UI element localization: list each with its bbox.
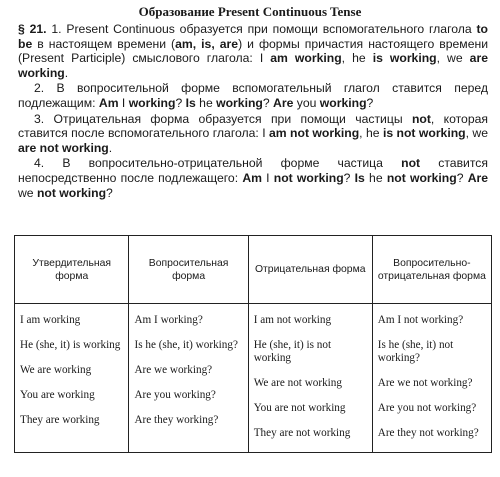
list-item: Are you working? [134, 389, 216, 401]
para4-bold-6: Are [467, 170, 489, 185]
list-item: Am I working? [134, 314, 203, 326]
para2-bold-1: Am [98, 95, 119, 110]
list-item: Are you not working? [377, 402, 477, 414]
para3-text-3: , he [359, 126, 383, 141]
column-negative [248, 304, 372, 453]
para2-text-1: 2. В вопросительной форме вспомогательный глагол ставится перед подлежащим: [18, 81, 488, 110]
paragraph-2 [18, 81, 488, 110]
para3-bold-2: am not working [269, 126, 360, 141]
para2-text-6: you [293, 95, 320, 110]
para4-bold-1: not [401, 156, 421, 171]
list-item: Am I not working? [377, 314, 464, 326]
list-item: Are we working? [134, 364, 213, 376]
column-interrogative [129, 304, 248, 453]
header-affirmative: Утвердительная форма [15, 236, 129, 304]
para3-text-2: , которая ставится после вспомогательного глагола: I [18, 111, 488, 141]
para1-bold-5: are working [18, 51, 488, 80]
para4-text-2: ставится непосредственно после подлежащего: [18, 156, 489, 185]
para1-text-5: , we [436, 51, 470, 66]
list-item: He (she, it) is working [20, 339, 121, 351]
para1-bold-2: am, is, are [175, 36, 239, 51]
header-interrogative-negative: Вопросительно-отрицательная форма [372, 236, 491, 304]
list-item: We are working [20, 364, 92, 376]
para4-bold-3: not working [273, 170, 344, 185]
list-item: I am not working [253, 314, 332, 326]
para2-bold-3: Is [185, 95, 196, 110]
para3-bold-3: is not working [382, 126, 466, 141]
header-interrogative: Вопросительная форма [129, 236, 248, 304]
para1-text-2: в настоящем времени ( [32, 36, 176, 51]
para4-text-1: 4. В вопросительно-отрицательной форме частица [34, 156, 402, 171]
para2-text-7: ? [366, 95, 374, 110]
list-item: Are they working? [134, 414, 219, 426]
list-item: Are we not working? [377, 377, 473, 389]
para4-bold-4: Is [354, 170, 365, 185]
para4-text-6: ? [456, 170, 468, 185]
para4-text-7: we [18, 185, 37, 200]
section-number: § 21. [18, 22, 47, 36]
para3-text-1: 3. Отрицательная форма образуется при помощи частицы [34, 111, 412, 126]
para4-text-3: I [261, 170, 274, 185]
paragraph-4 [18, 156, 488, 200]
para1-text-4: , he [341, 51, 373, 66]
para2-bold-2: working [128, 95, 176, 110]
list-item: You are not working [253, 402, 346, 414]
page-title: Образование Present Continuous Tense [138, 4, 362, 19]
conjugation-table [14, 235, 492, 453]
list-item: Is he (she, it) not working? [377, 339, 454, 364]
para4-bold-7: not working [36, 185, 107, 200]
table-header-row [15, 236, 492, 304]
para3-text-5: . [108, 140, 113, 155]
list-item: We are not working [253, 377, 342, 389]
para4-bold-2: Am [242, 170, 262, 185]
list-item: They are not working [253, 427, 351, 439]
paragraph-1 [18, 22, 488, 80]
para1-bold-4: is working [372, 51, 437, 66]
para4-text-4: ? [343, 170, 355, 185]
para2-text-3: ? [175, 95, 186, 110]
para2-text-5: ? [262, 95, 274, 110]
para3-text-4: , we [465, 126, 489, 141]
para3-bold-4: are not working [18, 140, 109, 155]
list-item: He (she, it) is not working [253, 339, 332, 364]
para4-bold-5: not working [386, 170, 457, 185]
paragraph-3 [18, 112, 488, 156]
list-item: Are they not working? [377, 427, 479, 439]
rules-text [18, 22, 488, 201]
column-affirmative [15, 304, 129, 453]
para2-bold-6: working [319, 95, 367, 110]
para1-text-1: 1. Present Continuous образуется при помощи вспомогательного глагола [46, 22, 477, 36]
para1-text-3: ) и формы причастия настоящего времени (Present Participle) смыслового глагола: I [18, 36, 489, 66]
para2-bold-5: Are [273, 95, 294, 110]
para2-bold-4: working [216, 95, 263, 110]
para4-text-5: he [364, 170, 387, 185]
list-item: I am working [20, 314, 81, 326]
para1-text-6: . [64, 65, 69, 80]
list-item: They are working [20, 414, 100, 426]
para3-bold-1: not [411, 111, 431, 126]
para2-text-4: he [195, 95, 217, 110]
column-interrogative-negative [372, 304, 491, 453]
header-negative: Отрицательная форма [248, 236, 372, 304]
para1-bold-1: to be [18, 22, 488, 51]
para2-text-2: I [118, 95, 129, 110]
list-item: Is he (she, it) working? [134, 339, 238, 351]
para1-bold-3: am working [270, 51, 342, 66]
para4-text-8: ? [106, 185, 113, 200]
table-body-row [15, 304, 492, 453]
list-item: You are working [20, 389, 95, 401]
